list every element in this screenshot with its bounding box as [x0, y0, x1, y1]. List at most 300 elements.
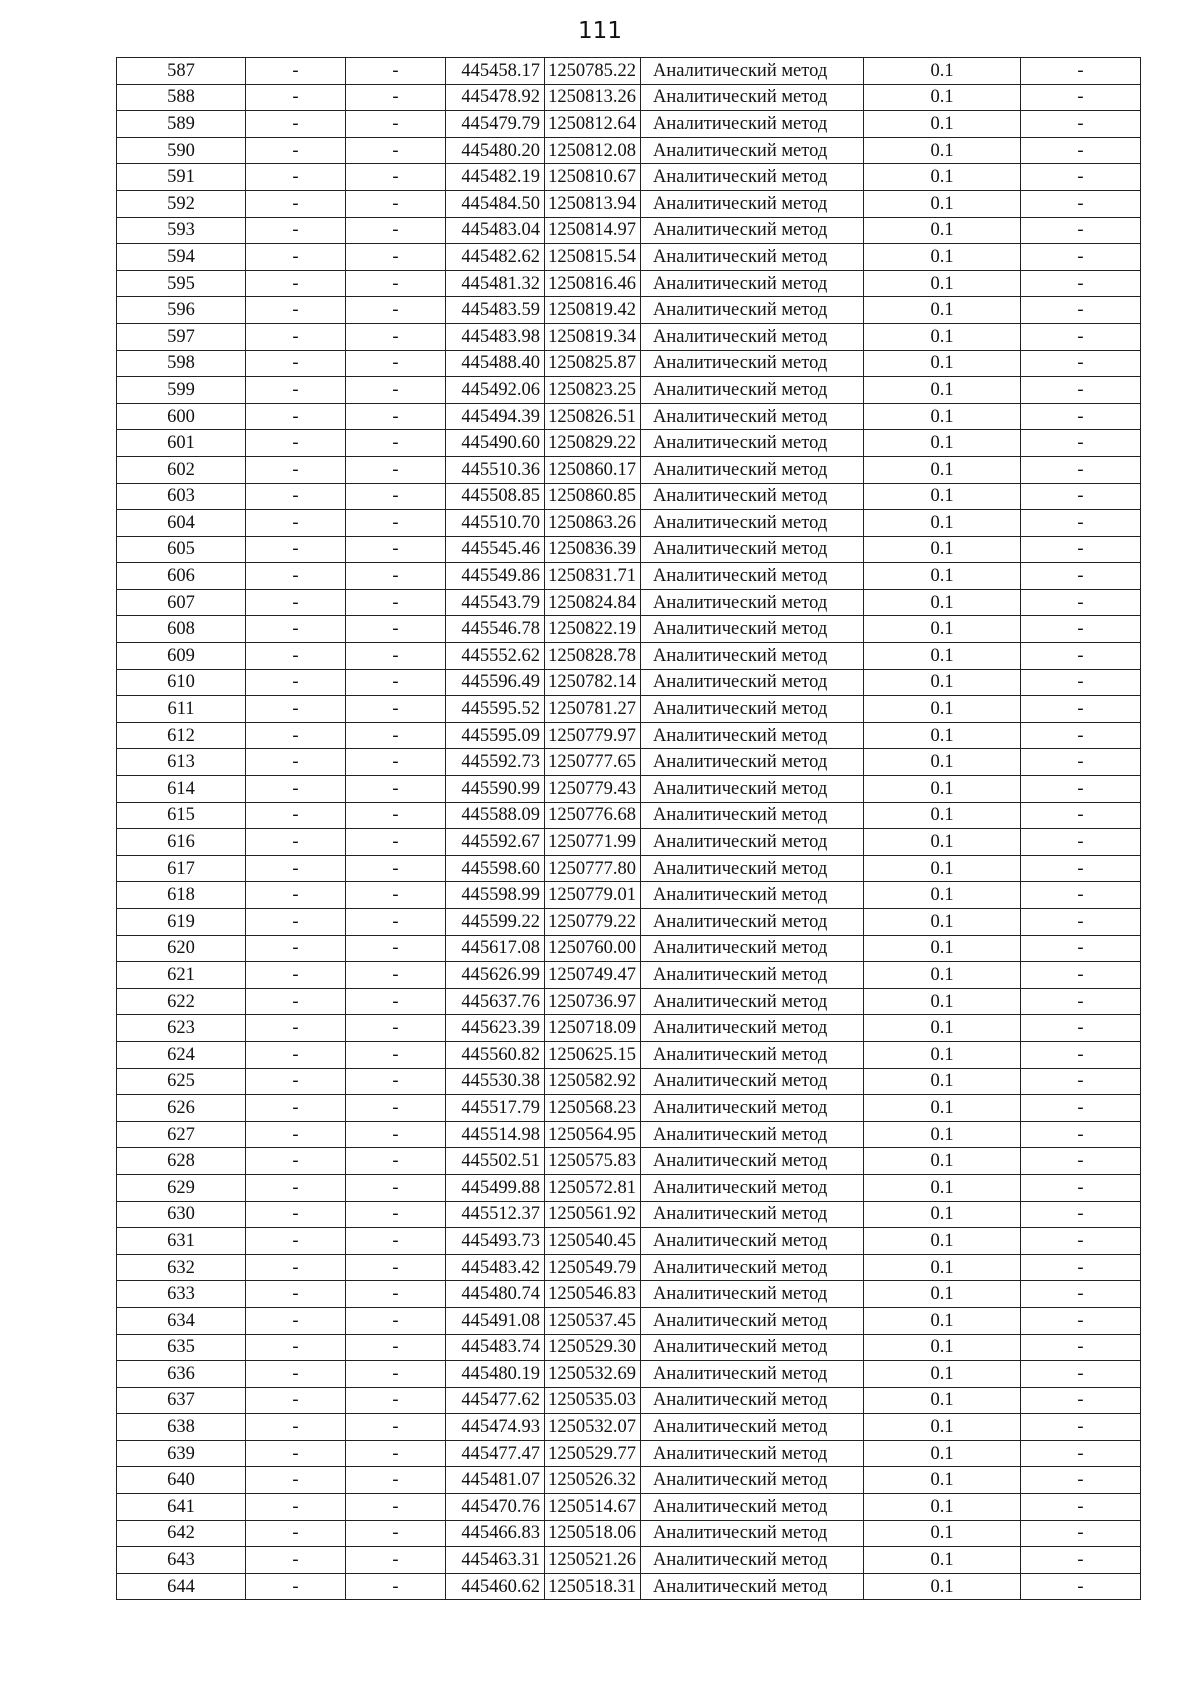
dash-cell-a: - [246, 643, 346, 670]
dash-cell-a: - [246, 1228, 346, 1255]
method-cell: Аналитический метод [641, 1254, 864, 1281]
y-coordinate-cell: 1250836.39 [545, 536, 641, 563]
dash-cell-c: - [1021, 696, 1141, 723]
x-coordinate-cell: 445460.62 [446, 1573, 545, 1600]
dash-cell-b: - [346, 297, 446, 324]
accuracy-cell: 0.1 [864, 696, 1021, 723]
x-coordinate-cell: 445458.17 [446, 58, 545, 85]
y-coordinate-cell: 1250779.22 [545, 909, 641, 936]
dash-cell-b: - [346, 1520, 446, 1547]
method-cell: Аналитический метод [641, 1334, 864, 1361]
dash-cell-c: - [1021, 58, 1141, 85]
dash-cell-c: - [1021, 909, 1141, 936]
point-number-cell: 604 [117, 510, 246, 537]
table-row [117, 696, 1141, 723]
dash-cell-a: - [246, 1520, 346, 1547]
point-number-cell: 607 [117, 589, 246, 616]
point-number-cell: 625 [117, 1068, 246, 1095]
x-coordinate-cell: 445470.76 [446, 1494, 545, 1521]
table-row [117, 1015, 1141, 1042]
dash-cell-b: - [346, 616, 446, 643]
dash-cell-a: - [246, 1440, 346, 1467]
y-coordinate-cell: 1250816.46 [545, 270, 641, 297]
table-row [117, 722, 1141, 749]
x-coordinate-cell: 445463.31 [446, 1547, 545, 1574]
x-coordinate-cell: 445481.32 [446, 270, 545, 297]
y-coordinate-cell: 1250564.95 [545, 1121, 641, 1148]
dash-cell-b: - [346, 164, 446, 191]
x-coordinate-cell: 445466.83 [446, 1520, 545, 1547]
table-row [117, 1174, 1141, 1201]
table-row [117, 1281, 1141, 1308]
point-number-cell: 605 [117, 536, 246, 563]
accuracy-cell: 0.1 [864, 616, 1021, 643]
y-coordinate-cell: 1250529.30 [545, 1334, 641, 1361]
dash-cell-a: - [246, 776, 346, 803]
point-number-cell: 615 [117, 802, 246, 829]
dash-cell-c: - [1021, 589, 1141, 616]
x-coordinate-cell: 445596.49 [446, 669, 545, 696]
dash-cell-a: - [246, 1334, 346, 1361]
x-coordinate-cell: 445483.42 [446, 1254, 545, 1281]
dash-cell-b: - [346, 962, 446, 989]
point-number-cell: 613 [117, 749, 246, 776]
point-number-cell: 627 [117, 1121, 246, 1148]
dash-cell-c: - [1021, 1440, 1141, 1467]
dash-cell-a: - [246, 483, 346, 510]
y-coordinate-cell: 1250529.77 [545, 1440, 641, 1467]
method-cell: Аналитический метод [641, 1414, 864, 1441]
dash-cell-a: - [246, 350, 346, 377]
accuracy-cell: 0.1 [864, 1307, 1021, 1334]
method-cell: Аналитический метод [641, 111, 864, 138]
table-row [117, 1414, 1141, 1441]
point-number-cell: 614 [117, 776, 246, 803]
table-row [117, 1068, 1141, 1095]
dash-cell-b: - [346, 669, 446, 696]
x-coordinate-cell: 445481.07 [446, 1467, 545, 1494]
point-number-cell: 628 [117, 1148, 246, 1175]
dash-cell-c: - [1021, 403, 1141, 430]
dash-cell-a: - [246, 377, 346, 404]
dash-cell-b: - [346, 190, 446, 217]
method-cell: Аналитический метод [641, 350, 864, 377]
point-number-cell: 591 [117, 164, 246, 191]
accuracy-cell: 0.1 [864, 190, 1021, 217]
dash-cell-c: - [1021, 776, 1141, 803]
dash-cell-a: - [246, 403, 346, 430]
point-number-cell: 616 [117, 829, 246, 856]
accuracy-cell: 0.1 [864, 297, 1021, 324]
x-coordinate-cell: 445483.74 [446, 1334, 545, 1361]
dash-cell-b: - [346, 1015, 446, 1042]
table-row [117, 962, 1141, 989]
accuracy-cell: 0.1 [864, 244, 1021, 271]
method-cell: Аналитический метод [641, 1228, 864, 1255]
dash-cell-c: - [1021, 669, 1141, 696]
dash-cell-a: - [246, 669, 346, 696]
dash-cell-c: - [1021, 722, 1141, 749]
table-row [117, 749, 1141, 776]
x-coordinate-cell: 445598.60 [446, 855, 545, 882]
x-coordinate-cell: 445512.37 [446, 1201, 545, 1228]
x-coordinate-cell: 445484.50 [446, 190, 545, 217]
y-coordinate-cell: 1250514.67 [545, 1494, 641, 1521]
table-row [117, 563, 1141, 590]
point-number-cell: 632 [117, 1254, 246, 1281]
point-number-cell: 639 [117, 1440, 246, 1467]
dash-cell-a: - [246, 217, 346, 244]
method-cell: Аналитический метод [641, 430, 864, 457]
y-coordinate-cell: 1250779.97 [545, 722, 641, 749]
dash-cell-a: - [246, 164, 346, 191]
dash-cell-c: - [1021, 1547, 1141, 1574]
dash-cell-b: - [346, 1467, 446, 1494]
dash-cell-b: - [346, 377, 446, 404]
dash-cell-c: - [1021, 456, 1141, 483]
dash-cell-a: - [246, 536, 346, 563]
x-coordinate-cell: 445560.82 [446, 1041, 545, 1068]
table-row [117, 776, 1141, 803]
x-coordinate-cell: 445546.78 [446, 616, 545, 643]
table-row [117, 935, 1141, 962]
point-number-cell: 599 [117, 377, 246, 404]
point-number-cell: 622 [117, 988, 246, 1015]
dash-cell-b: - [346, 483, 446, 510]
dash-cell-b: - [346, 1361, 446, 1388]
accuracy-cell: 0.1 [864, 722, 1021, 749]
table-row [117, 882, 1141, 909]
accuracy-cell: 0.1 [864, 1228, 1021, 1255]
dash-cell-c: - [1021, 1361, 1141, 1388]
dash-cell-b: - [346, 1201, 446, 1228]
method-cell: Аналитический метод [641, 1494, 864, 1521]
y-coordinate-cell: 1250546.83 [545, 1281, 641, 1308]
table-row [117, 483, 1141, 510]
x-coordinate-cell: 445477.47 [446, 1440, 545, 1467]
y-coordinate-cell: 1250813.26 [545, 84, 641, 111]
dash-cell-c: - [1021, 643, 1141, 670]
table-row [117, 456, 1141, 483]
y-coordinate-cell: 1250782.14 [545, 669, 641, 696]
dash-cell-c: - [1021, 297, 1141, 324]
y-coordinate-cell: 1250810.67 [545, 164, 641, 191]
dash-cell-c: - [1021, 1068, 1141, 1095]
dash-cell-b: - [346, 776, 446, 803]
x-coordinate-cell: 445508.85 [446, 483, 545, 510]
point-number-cell: 593 [117, 217, 246, 244]
dash-cell-b: - [346, 589, 446, 616]
dash-cell-c: - [1021, 749, 1141, 776]
y-coordinate-cell: 1250777.80 [545, 855, 641, 882]
table-row [117, 377, 1141, 404]
accuracy-cell: 0.1 [864, 1440, 1021, 1467]
accuracy-cell: 0.1 [864, 1174, 1021, 1201]
point-number-cell: 597 [117, 323, 246, 350]
x-coordinate-cell: 445510.36 [446, 456, 545, 483]
method-cell: Аналитический метод [641, 909, 864, 936]
table-row [117, 350, 1141, 377]
table-row [117, 589, 1141, 616]
dash-cell-a: - [246, 1573, 346, 1600]
dash-cell-c: - [1021, 1015, 1141, 1042]
dash-cell-b: - [346, 1573, 446, 1600]
y-coordinate-cell: 1250572.81 [545, 1174, 641, 1201]
dash-cell-c: - [1021, 1254, 1141, 1281]
accuracy-cell: 0.1 [864, 749, 1021, 776]
y-coordinate-cell: 1250776.68 [545, 802, 641, 829]
y-coordinate-cell: 1250822.19 [545, 616, 641, 643]
method-cell: Аналитический метод [641, 483, 864, 510]
method-cell: Аналитический метод [641, 58, 864, 85]
x-coordinate-cell: 445488.40 [446, 350, 545, 377]
x-coordinate-cell: 445623.39 [446, 1015, 545, 1042]
table-row [117, 616, 1141, 643]
accuracy-cell: 0.1 [864, 1334, 1021, 1361]
y-coordinate-cell: 1250518.31 [545, 1573, 641, 1600]
method-cell: Аналитический метод [641, 1307, 864, 1334]
method-cell: Аналитический метод [641, 217, 864, 244]
x-coordinate-cell: 445626.99 [446, 962, 545, 989]
y-coordinate-cell: 1250785.22 [545, 58, 641, 85]
y-coordinate-cell: 1250815.54 [545, 244, 641, 271]
method-cell: Аналитический метод [641, 84, 864, 111]
x-coordinate-cell: 445592.67 [446, 829, 545, 856]
point-number-cell: 590 [117, 137, 246, 164]
dash-cell-a: - [246, 909, 346, 936]
accuracy-cell: 0.1 [864, 377, 1021, 404]
dash-cell-a: - [246, 190, 346, 217]
accuracy-cell: 0.1 [864, 1041, 1021, 1068]
accuracy-cell: 0.1 [864, 855, 1021, 882]
accuracy-cell: 0.1 [864, 776, 1021, 803]
x-coordinate-cell: 445592.73 [446, 749, 545, 776]
dash-cell-b: - [346, 882, 446, 909]
x-coordinate-cell: 445637.76 [446, 988, 545, 1015]
accuracy-cell: 0.1 [864, 1547, 1021, 1574]
y-coordinate-cell: 1250537.45 [545, 1307, 641, 1334]
method-cell: Аналитический метод [641, 1387, 864, 1414]
point-number-cell: 633 [117, 1281, 246, 1308]
accuracy-cell: 0.1 [864, 935, 1021, 962]
table-row [117, 988, 1141, 1015]
accuracy-cell: 0.1 [864, 111, 1021, 138]
method-cell: Аналитический метод [641, 749, 864, 776]
accuracy-cell: 0.1 [864, 483, 1021, 510]
accuracy-cell: 0.1 [864, 1414, 1021, 1441]
dash-cell-b: - [346, 1494, 446, 1521]
dash-cell-b: - [346, 217, 446, 244]
dash-cell-b: - [346, 350, 446, 377]
dash-cell-c: - [1021, 510, 1141, 537]
y-coordinate-cell: 1250860.17 [545, 456, 641, 483]
dash-cell-c: - [1021, 1494, 1141, 1521]
x-coordinate-cell: 445491.08 [446, 1307, 545, 1334]
table-row [117, 190, 1141, 217]
point-number-cell: 620 [117, 935, 246, 962]
dash-cell-b: - [346, 1334, 446, 1361]
dash-cell-a: - [246, 1254, 346, 1281]
dash-cell-a: - [246, 722, 346, 749]
method-cell: Аналитический метод [641, 323, 864, 350]
method-cell: Аналитический метод [641, 164, 864, 191]
y-coordinate-cell: 1250831.71 [545, 563, 641, 590]
dash-cell-a: - [246, 1547, 346, 1574]
x-coordinate-cell: 445482.62 [446, 244, 545, 271]
y-coordinate-cell: 1250814.97 [545, 217, 641, 244]
coordinates-table [116, 57, 1141, 1600]
y-coordinate-cell: 1250561.92 [545, 1201, 641, 1228]
accuracy-cell: 0.1 [864, 403, 1021, 430]
dash-cell-a: - [246, 855, 346, 882]
y-coordinate-cell: 1250540.45 [545, 1228, 641, 1255]
table-row [117, 1254, 1141, 1281]
dash-cell-c: - [1021, 1467, 1141, 1494]
table-row [117, 669, 1141, 696]
x-coordinate-cell: 445595.09 [446, 722, 545, 749]
dash-cell-b: - [346, 430, 446, 457]
dash-cell-b: - [346, 1547, 446, 1574]
dash-cell-b: - [346, 988, 446, 1015]
point-number-cell: 608 [117, 616, 246, 643]
table-row [117, 1573, 1141, 1600]
point-number-cell: 640 [117, 1467, 246, 1494]
table-row [117, 1387, 1141, 1414]
point-number-cell: 617 [117, 855, 246, 882]
dash-cell-a: - [246, 1307, 346, 1334]
y-coordinate-cell: 1250779.43 [545, 776, 641, 803]
y-coordinate-cell: 1250736.97 [545, 988, 641, 1015]
dash-cell-b: - [346, 1174, 446, 1201]
dash-cell-b: - [346, 1068, 446, 1095]
accuracy-cell: 0.1 [864, 1148, 1021, 1175]
y-coordinate-cell: 1250825.87 [545, 350, 641, 377]
dash-cell-b: - [346, 696, 446, 723]
dash-cell-a: - [246, 84, 346, 111]
x-coordinate-cell: 445502.51 [446, 1148, 545, 1175]
dash-cell-b: - [346, 563, 446, 590]
table-row [117, 536, 1141, 563]
y-coordinate-cell: 1250625.15 [545, 1041, 641, 1068]
x-coordinate-cell: 445492.06 [446, 377, 545, 404]
method-cell: Аналитический метод [641, 563, 864, 590]
point-number-cell: 621 [117, 962, 246, 989]
point-number-cell: 624 [117, 1041, 246, 1068]
method-cell: Аналитический метод [641, 882, 864, 909]
x-coordinate-cell: 445483.98 [446, 323, 545, 350]
method-cell: Аналитический метод [641, 1520, 864, 1547]
dash-cell-c: - [1021, 1148, 1141, 1175]
dash-cell-b: - [346, 403, 446, 430]
dash-cell-a: - [246, 323, 346, 350]
table-row [117, 510, 1141, 537]
table-row [117, 403, 1141, 430]
y-coordinate-cell: 1250823.25 [545, 377, 641, 404]
method-cell: Аналитический метод [641, 988, 864, 1015]
dash-cell-b: - [346, 58, 446, 85]
x-coordinate-cell: 445530.38 [446, 1068, 545, 1095]
method-cell: Аналитический метод [641, 403, 864, 430]
table-row [117, 1467, 1141, 1494]
method-cell: Аналитический метод [641, 1547, 864, 1574]
method-cell: Аналитический метод [641, 722, 864, 749]
method-cell: Аналитический метод [641, 244, 864, 271]
accuracy-cell: 0.1 [864, 270, 1021, 297]
method-cell: Аналитический метод [641, 190, 864, 217]
x-coordinate-cell: 445479.79 [446, 111, 545, 138]
method-cell: Аналитический метод [641, 1015, 864, 1042]
y-coordinate-cell: 1250828.78 [545, 643, 641, 670]
table-row [117, 1201, 1141, 1228]
y-coordinate-cell: 1250549.79 [545, 1254, 641, 1281]
dash-cell-c: - [1021, 1095, 1141, 1122]
x-coordinate-cell: 445480.20 [446, 137, 545, 164]
method-cell: Аналитический метод [641, 1361, 864, 1388]
point-number-cell: 592 [117, 190, 246, 217]
dash-cell-c: - [1021, 1334, 1141, 1361]
x-coordinate-cell: 445595.52 [446, 696, 545, 723]
x-coordinate-cell: 445483.04 [446, 217, 545, 244]
dash-cell-c: - [1021, 430, 1141, 457]
point-number-cell: 635 [117, 1334, 246, 1361]
x-coordinate-cell: 445482.19 [446, 164, 545, 191]
accuracy-cell: 0.1 [864, 1015, 1021, 1042]
method-cell: Аналитический метод [641, 1095, 864, 1122]
y-coordinate-cell: 1250863.26 [545, 510, 641, 537]
dash-cell-c: - [1021, 1041, 1141, 1068]
accuracy-cell: 0.1 [864, 1068, 1021, 1095]
accuracy-cell: 0.1 [864, 1201, 1021, 1228]
point-number-cell: 594 [117, 244, 246, 271]
method-cell: Аналитический метод [641, 776, 864, 803]
method-cell: Аналитический метод [641, 1281, 864, 1308]
accuracy-cell: 0.1 [864, 323, 1021, 350]
method-cell: Аналитический метод [641, 669, 864, 696]
dash-cell-c: - [1021, 536, 1141, 563]
method-cell: Аналитический метод [641, 696, 864, 723]
y-coordinate-cell: 1250860.85 [545, 483, 641, 510]
method-cell: Аналитический метод [641, 137, 864, 164]
dash-cell-a: - [246, 58, 346, 85]
dash-cell-b: - [346, 722, 446, 749]
accuracy-cell: 0.1 [864, 882, 1021, 909]
y-coordinate-cell: 1250575.83 [545, 1148, 641, 1175]
table-row [117, 297, 1141, 324]
y-coordinate-cell: 1250532.69 [545, 1361, 641, 1388]
dash-cell-c: - [1021, 1414, 1141, 1441]
dash-cell-c: - [1021, 244, 1141, 271]
dash-cell-b: - [346, 456, 446, 483]
dash-cell-c: - [1021, 190, 1141, 217]
y-coordinate-cell: 1250718.09 [545, 1015, 641, 1042]
method-cell: Аналитический метод [641, 935, 864, 962]
point-number-cell: 626 [117, 1095, 246, 1122]
table-row [117, 1121, 1141, 1148]
y-coordinate-cell: 1250826.51 [545, 403, 641, 430]
y-coordinate-cell: 1250760.00 [545, 935, 641, 962]
table-row [117, 1334, 1141, 1361]
accuracy-cell: 0.1 [864, 1254, 1021, 1281]
method-cell: Аналитический метод [641, 377, 864, 404]
point-number-cell: 595 [117, 270, 246, 297]
dash-cell-a: - [246, 1121, 346, 1148]
method-cell: Аналитический метод [641, 536, 864, 563]
table-row [117, 1494, 1141, 1521]
dash-cell-a: - [246, 1068, 346, 1095]
point-number-cell: 641 [117, 1494, 246, 1521]
dash-cell-c: - [1021, 270, 1141, 297]
dash-cell-c: - [1021, 1228, 1141, 1255]
